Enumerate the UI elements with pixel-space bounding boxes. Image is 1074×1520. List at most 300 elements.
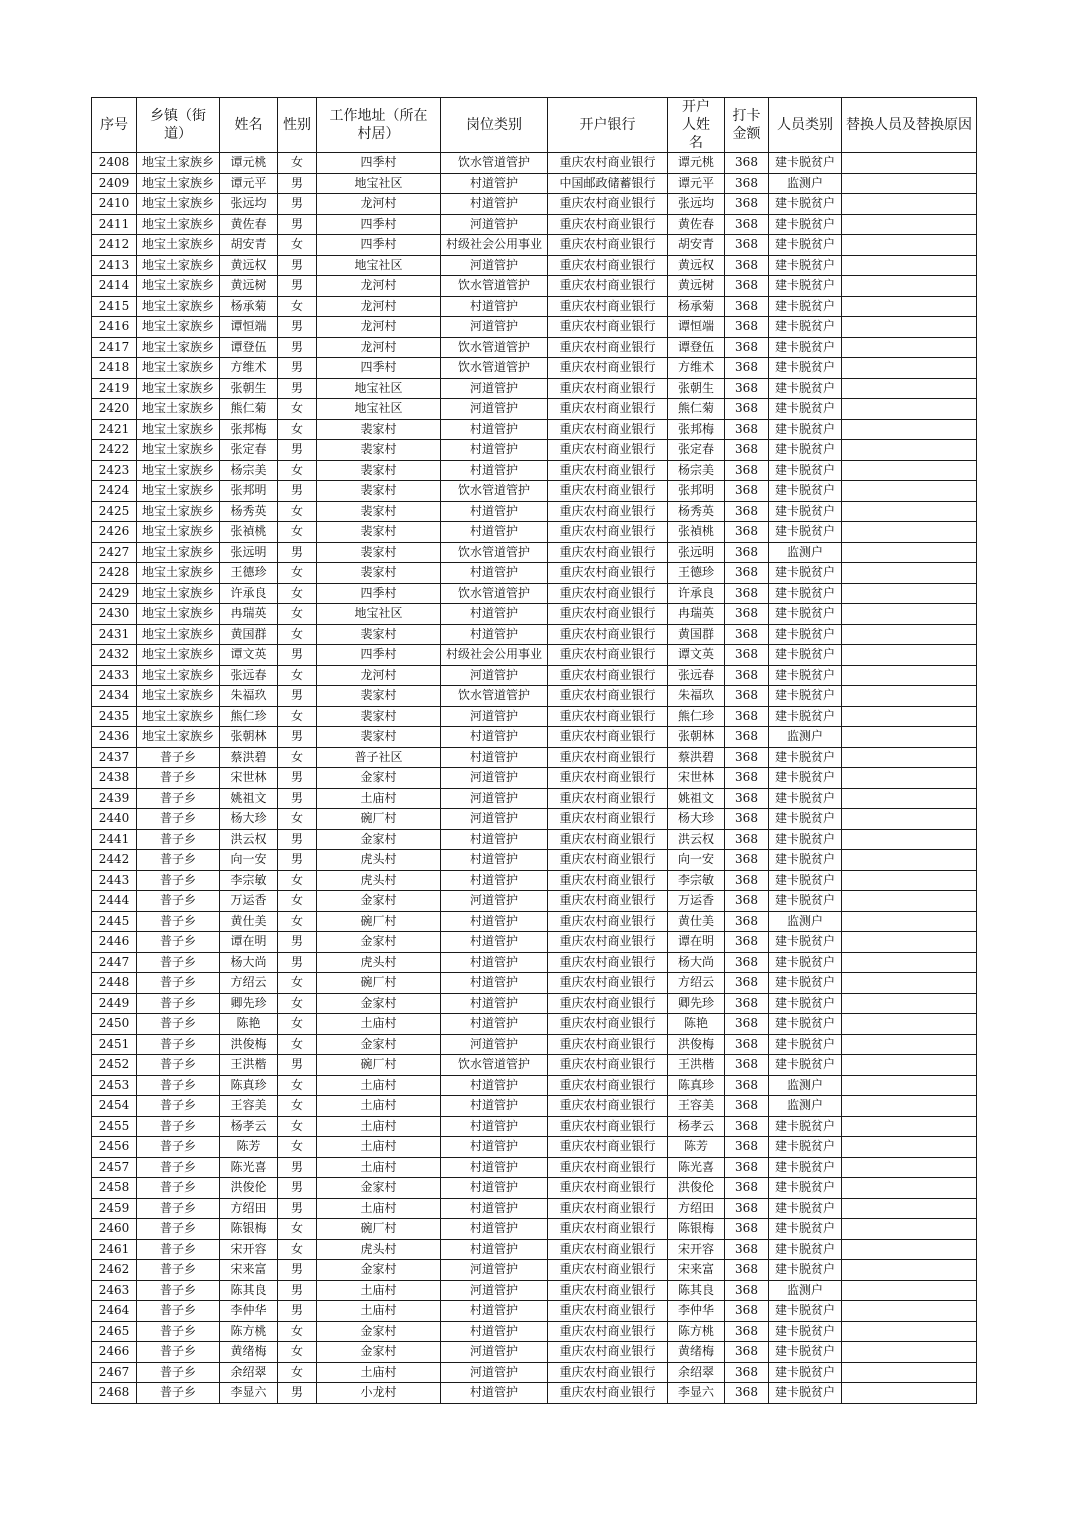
cell-amount: 368 [725,1301,769,1322]
cell-township: 普子乡 [137,1362,220,1383]
cell-township: 地宝土家族乡 [137,194,220,215]
cell-gender: 男 [278,1157,317,1178]
cell-job-type: 村道管护 [441,1239,548,1260]
cell-gender: 女 [278,1239,317,1260]
cell-township: 普子乡 [137,1014,220,1035]
cell-index: 2423 [92,460,137,481]
cell-amount: 368 [725,1157,769,1178]
cell-index: 2425 [92,501,137,522]
cell-work-address: 土庙村 [317,1301,441,1322]
cell-amount: 368 [725,768,769,789]
table-row [92,747,977,768]
cell-name: 黄国群 [220,624,278,645]
cell-name: 洪云权 [220,829,278,850]
cell-name: 张远明 [220,542,278,563]
cell-work-address: 土庙村 [317,1362,441,1383]
cell-bank: 重庆农村商业银行 [548,1014,668,1035]
cell-account-holder: 陈光喜 [668,1157,725,1178]
cell-index: 2462 [92,1260,137,1281]
cell-index: 2414 [92,276,137,297]
cell-account-holder: 陈艳 [668,1014,725,1035]
cell-name: 王德珍 [220,563,278,584]
cell-work-address: 龙河村 [317,665,441,686]
cell-bank: 重庆农村商业银行 [548,563,668,584]
cell-account-holder: 张远均 [668,194,725,215]
cell-account-holder: 方维术 [668,358,725,379]
cell-township: 地宝土家族乡 [137,604,220,625]
table-row [92,1239,977,1260]
cell-account-holder: 张远明 [668,542,725,563]
cell-person-category: 建卡脱贫户 [769,870,842,891]
cell-township: 普子乡 [137,788,220,809]
cell-bank: 重庆农村商业银行 [548,1096,668,1117]
cell-work-address: 碗厂村 [317,911,441,932]
cell-township: 普子乡 [137,1260,220,1281]
cell-person-category: 建卡脱贫户 [769,850,842,871]
cell-amount: 368 [725,932,769,953]
cell-index: 2460 [92,1219,137,1240]
cell-job-type: 村道管护 [441,440,548,461]
cell-amount: 368 [725,1342,769,1363]
cell-amount: 368 [725,399,769,420]
table-row [92,932,977,953]
cell-amount: 368 [725,891,769,912]
cell-amount: 368 [725,1178,769,1199]
cell-account-holder: 杨大尚 [668,952,725,973]
cell-township: 普子乡 [137,870,220,891]
cell-work-address: 龙河村 [317,337,441,358]
cell-account-holder: 方绍田 [668,1198,725,1219]
cell-person-category: 建卡脱贫户 [769,501,842,522]
cell-name: 宋世林 [220,768,278,789]
cell-person-category: 建卡脱贫户 [769,235,842,256]
cell-name: 向一安 [220,850,278,871]
table-row [92,706,977,727]
cell-index: 2464 [92,1301,137,1322]
cell-work-address: 土庙村 [317,1137,441,1158]
cell-amount: 368 [725,276,769,297]
cell-bank: 重庆农村商业银行 [548,1280,668,1301]
cell-job-type: 村道管护 [441,1321,548,1342]
cell-township: 地宝土家族乡 [137,665,220,686]
cell-bank: 重庆农村商业银行 [548,194,668,215]
cell-bank: 重庆农村商业银行 [548,153,668,174]
cell-township: 普子乡 [137,850,220,871]
cell-work-address: 普子社区 [317,747,441,768]
cell-index: 2463 [92,1280,137,1301]
cell-person-category: 监测户 [769,173,842,194]
cell-bank: 重庆农村商业银行 [548,706,668,727]
cell-person-category: 建卡脱贫户 [769,276,842,297]
table-row [92,624,977,645]
cell-work-address: 金家村 [317,829,441,850]
cell-gender: 女 [278,1116,317,1137]
table-row [92,501,977,522]
cell-township: 普子乡 [137,1198,220,1219]
cell-amount: 368 [725,1096,769,1117]
cell-job-type: 饮水管道管护 [441,583,548,604]
cell-work-address: 裴家村 [317,563,441,584]
cell-job-type: 村级社会公用事业 [441,235,548,256]
cell-bank: 中国邮政储蓄银行 [548,173,668,194]
cell-account-holder: 熊仁菊 [668,399,725,420]
cell-name: 李显六 [220,1383,278,1404]
cell-township: 普子乡 [137,1239,220,1260]
cell-replacement-reason [842,768,977,789]
cell-township: 普子乡 [137,1301,220,1322]
cell-person-category: 建卡脱贫户 [769,255,842,276]
cell-amount: 368 [725,358,769,379]
table-row [92,358,977,379]
table-row [92,1137,977,1158]
cell-replacement-reason [842,911,977,932]
cell-work-address: 四季村 [317,235,441,256]
cell-account-holder: 陈方桃 [668,1321,725,1342]
cell-name: 方维术 [220,358,278,379]
cell-amount: 368 [725,604,769,625]
cell-job-type: 村道管护 [441,1137,548,1158]
cell-amount: 368 [725,1321,769,1342]
cell-township: 普子乡 [137,891,220,912]
cell-name: 冉瑞英 [220,604,278,625]
cell-bank: 重庆农村商业银行 [548,891,668,912]
cell-job-type: 村道管护 [441,747,548,768]
cell-work-address: 四季村 [317,153,441,174]
cell-gender: 男 [278,686,317,707]
cell-bank: 重庆农村商业银行 [548,501,668,522]
cell-amount: 368 [725,850,769,871]
cell-name: 谭文英 [220,645,278,666]
cell-account-holder: 陈芳 [668,1137,725,1158]
table-row [92,1198,977,1219]
header-person-category: 人员类别 [769,98,842,153]
cell-work-address: 土庙村 [317,1096,441,1117]
cell-name: 陈方桃 [220,1321,278,1342]
header-job-type: 岗位类别 [441,98,548,153]
cell-amount: 368 [725,235,769,256]
cell-replacement-reason [842,1137,977,1158]
cell-job-type: 村级社会公用事业 [441,645,548,666]
cell-replacement-reason [842,276,977,297]
cell-bank: 重庆农村商业银行 [548,276,668,297]
cell-township: 普子乡 [137,1321,220,1342]
cell-job-type: 村道管护 [441,1096,548,1117]
cell-account-holder: 洪俊伦 [668,1178,725,1199]
cell-gender: 女 [278,993,317,1014]
cell-account-holder: 黄仕美 [668,911,725,932]
cell-job-type: 村道管护 [441,850,548,871]
cell-index: 2443 [92,870,137,891]
cell-account-holder: 陈银梅 [668,1219,725,1240]
cell-account-holder: 谭元桃 [668,153,725,174]
cell-index: 2426 [92,522,137,543]
cell-index: 2466 [92,1342,137,1363]
cell-amount: 368 [725,1280,769,1301]
cell-bank: 重庆农村商业银行 [548,1075,668,1096]
cell-index: 2452 [92,1055,137,1076]
cell-index: 2450 [92,1014,137,1035]
cell-amount: 368 [725,522,769,543]
cell-replacement-reason [842,604,977,625]
cell-work-address: 裴家村 [317,727,441,748]
cell-work-address: 裴家村 [317,624,441,645]
cell-gender: 女 [278,522,317,543]
cell-index: 2412 [92,235,137,256]
cell-township: 地宝土家族乡 [137,706,220,727]
cell-account-holder: 朱福玖 [668,686,725,707]
cell-person-category: 建卡脱贫户 [769,1034,842,1055]
cell-township: 地宝土家族乡 [137,542,220,563]
cell-job-type: 村道管护 [441,973,548,994]
cell-job-type: 村道管护 [441,932,548,953]
cell-account-holder: 黄远权 [668,255,725,276]
table-row [92,891,977,912]
table-row [92,952,977,973]
table-row [92,1280,977,1301]
cell-replacement-reason [842,399,977,420]
cell-index: 2461 [92,1239,137,1260]
header-account-holder: 开户人姓名 [668,98,725,153]
cell-name: 陈银梅 [220,1219,278,1240]
cell-replacement-reason [842,153,977,174]
cell-name: 张禎桃 [220,522,278,543]
cell-gender: 女 [278,624,317,645]
cell-account-holder: 黄佐春 [668,214,725,235]
cell-name: 朱福玖 [220,686,278,707]
cell-job-type: 村道管护 [441,911,548,932]
cell-amount: 368 [725,911,769,932]
cell-gender: 女 [278,1321,317,1342]
cell-name: 李宗敏 [220,870,278,891]
cell-name: 谭元平 [220,173,278,194]
cell-person-category: 建卡脱贫户 [769,378,842,399]
cell-gender: 男 [278,727,317,748]
table-row [92,809,977,830]
cell-account-holder: 熊仁珍 [668,706,725,727]
cell-replacement-reason [842,194,977,215]
cell-index: 2441 [92,829,137,850]
cell-work-address: 裴家村 [317,522,441,543]
cell-replacement-reason [842,829,977,850]
cell-gender: 男 [278,788,317,809]
cell-person-category: 建卡脱贫户 [769,788,842,809]
cell-replacement-reason [842,1198,977,1219]
table-row [92,563,977,584]
cell-job-type: 河道管护 [441,768,548,789]
cell-township: 普子乡 [137,1342,220,1363]
cell-replacement-reason [842,747,977,768]
cell-person-category: 建卡脱贫户 [769,1342,842,1363]
cell-person-category: 建卡脱贫户 [769,686,842,707]
cell-gender: 男 [278,1055,317,1076]
cell-index: 2465 [92,1321,137,1342]
cell-bank: 重庆农村商业银行 [548,1383,668,1404]
cell-township: 地宝土家族乡 [137,727,220,748]
cell-work-address: 土庙村 [317,1075,441,1096]
table-row [92,1342,977,1363]
cell-index: 2436 [92,727,137,748]
cell-bank: 重庆农村商业银行 [548,255,668,276]
cell-township: 地宝土家族乡 [137,399,220,420]
table-body [92,153,977,1404]
cell-index: 2437 [92,747,137,768]
cell-bank: 重庆农村商业银行 [548,850,668,871]
cell-bank: 重庆农村商业银行 [548,317,668,338]
cell-bank: 重庆农村商业银行 [548,604,668,625]
cell-person-category: 建卡脱贫户 [769,1157,842,1178]
table-row [92,1219,977,1240]
cell-index: 2408 [92,153,137,174]
cell-index: 2422 [92,440,137,461]
cell-index: 2431 [92,624,137,645]
cell-person-category: 监测户 [769,1280,842,1301]
cell-job-type: 村道管护 [441,1014,548,1035]
cell-job-type: 河道管护 [441,788,548,809]
cell-person-category: 建卡脱贫户 [769,973,842,994]
cell-job-type: 村道管护 [441,522,548,543]
cell-replacement-reason [842,296,977,317]
cell-bank: 重庆农村商业银行 [548,440,668,461]
cell-gender: 女 [278,870,317,891]
cell-amount: 368 [725,1260,769,1281]
cell-work-address: 地宝社区 [317,255,441,276]
cell-job-type: 村道管护 [441,1178,548,1199]
cell-bank: 重庆农村商业银行 [548,911,668,932]
cell-replacement-reason [842,1157,977,1178]
cell-bank: 重庆农村商业银行 [548,1301,668,1322]
cell-bank: 重庆农村商业银行 [548,973,668,994]
table-row [92,522,977,543]
cell-amount: 368 [725,460,769,481]
cell-person-category: 建卡脱贫户 [769,665,842,686]
cell-index: 2435 [92,706,137,727]
cell-name: 方绍云 [220,973,278,994]
cell-work-address: 小龙村 [317,1383,441,1404]
cell-replacement-reason [842,870,977,891]
cell-person-category: 建卡脱贫户 [769,358,842,379]
cell-gender: 男 [278,1280,317,1301]
table-row [92,911,977,932]
cell-job-type: 村道管护 [441,1219,548,1240]
cell-work-address: 碗厂村 [317,1219,441,1240]
table-row [92,1178,977,1199]
cell-account-holder: 黄国群 [668,624,725,645]
cell-bank: 重庆农村商业银行 [548,645,668,666]
cell-name: 黄绪梅 [220,1342,278,1363]
cell-person-category: 建卡脱贫户 [769,583,842,604]
cell-name: 黄佐春 [220,214,278,235]
cell-job-type: 饮水管道管护 [441,481,548,502]
table-row [92,296,977,317]
table-row [92,870,977,891]
cell-amount: 368 [725,440,769,461]
cell-name: 杨承菊 [220,296,278,317]
table-row [92,276,977,297]
table-row [92,173,977,194]
cell-township: 普子乡 [137,1280,220,1301]
cell-township: 地宝土家族乡 [137,624,220,645]
cell-gender: 女 [278,296,317,317]
cell-bank: 重庆农村商业银行 [548,337,668,358]
cell-job-type: 村道管护 [441,1383,548,1404]
cell-account-holder: 张定春 [668,440,725,461]
cell-township: 普子乡 [137,1178,220,1199]
cell-index: 2456 [92,1137,137,1158]
cell-name: 王容美 [220,1096,278,1117]
table-row [92,1034,977,1055]
table-row [92,440,977,461]
cell-bank: 重庆农村商业银行 [548,583,668,604]
cell-work-address: 四季村 [317,583,441,604]
cell-account-holder: 李仲华 [668,1301,725,1322]
cell-name: 张朝生 [220,378,278,399]
cell-job-type: 村道管护 [441,1301,548,1322]
cell-gender: 女 [278,1096,317,1117]
table-row [92,542,977,563]
cell-replacement-reason [842,1280,977,1301]
cell-gender: 男 [278,358,317,379]
cell-replacement-reason [842,1239,977,1260]
cell-account-holder: 谭元平 [668,173,725,194]
cell-person-category: 建卡脱贫户 [769,296,842,317]
cell-township: 普子乡 [137,1055,220,1076]
cell-job-type: 村道管护 [441,173,548,194]
table-header [92,98,977,153]
header-gender: 性别 [278,98,317,153]
cell-work-address: 地宝社区 [317,399,441,420]
cell-work-address: 金家村 [317,1178,441,1199]
cell-name: 谭登伍 [220,337,278,358]
table-row [92,727,977,748]
cell-name: 王洪楷 [220,1055,278,1076]
cell-replacement-reason [842,481,977,502]
cell-work-address: 金家村 [317,1321,441,1342]
cell-index: 2454 [92,1096,137,1117]
cell-gender: 男 [278,768,317,789]
cell-bank: 重庆农村商业银行 [548,665,668,686]
cell-person-category: 建卡脱贫户 [769,522,842,543]
cell-township: 地宝土家族乡 [137,153,220,174]
table-row [92,665,977,686]
cell-amount: 368 [725,1198,769,1219]
cell-replacement-reason [842,173,977,194]
cell-bank: 重庆农村商业银行 [548,296,668,317]
cell-township: 普子乡 [137,993,220,1014]
header-township: 乡镇（街道） [137,98,220,153]
table-row [92,1301,977,1322]
cell-job-type: 村道管护 [441,727,548,748]
cell-gender: 女 [278,604,317,625]
cell-account-holder: 张朝生 [668,378,725,399]
cell-person-category: 建卡脱贫户 [769,1239,842,1260]
cell-person-category: 建卡脱贫户 [769,317,842,338]
cell-person-category: 建卡脱贫户 [769,1260,842,1281]
cell-township: 普子乡 [137,973,220,994]
cell-job-type: 村道管护 [441,829,548,850]
cell-township: 地宝土家族乡 [137,419,220,440]
cell-index: 2410 [92,194,137,215]
cell-work-address: 裴家村 [317,419,441,440]
cell-work-address: 四季村 [317,645,441,666]
cell-person-category: 建卡脱贫户 [769,440,842,461]
cell-bank: 重庆农村商业银行 [548,1198,668,1219]
cell-replacement-reason [842,788,977,809]
cell-replacement-reason [842,809,977,830]
cell-work-address: 土庙村 [317,1157,441,1178]
table-row [92,583,977,604]
cell-job-type: 村道管护 [441,501,548,522]
cell-gender: 男 [278,1383,317,1404]
